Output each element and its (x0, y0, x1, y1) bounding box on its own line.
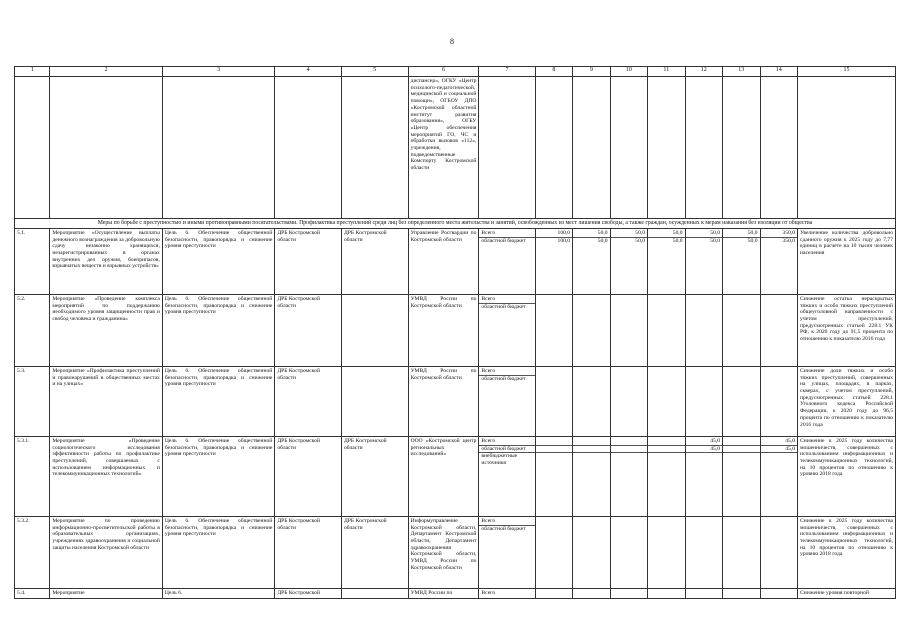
section-heading-row (15, 219, 896, 229)
amount-cell (648, 436, 685, 516)
amount-value (650, 438, 682, 445)
funding-source: Всего (481, 517, 496, 524)
amount-value: 100,0 (536, 237, 572, 245)
amount-cell (760, 588, 797, 598)
continuation-row (15, 77, 896, 219)
funding-source-cell (479, 228, 535, 294)
amount-value (723, 452, 759, 460)
expected-result: Снижение к 2025 году количества мошенничеств, совершенных с использованием информационных и телекоммуникационных технологий, на 10 процентов по отношению к уровню 2018 года (798, 436, 896, 516)
funding-source: Всего (481, 295, 496, 302)
executor-cell: УМВД России по (408, 588, 479, 598)
amount-cell (648, 366, 685, 436)
table-row (15, 366, 896, 436)
amount-cell (648, 228, 685, 294)
amount-cell (610, 516, 647, 588)
amount-cell (760, 294, 797, 366)
customer-cell: ДРБ Костромской области (341, 228, 408, 294)
amount-cell (760, 516, 797, 588)
goal-cell: Цель 6. Обеспечение общественной безопасности, правопорядка и снижение уровня преступности (162, 228, 274, 294)
amount-value (575, 438, 607, 445)
activity-name: Мероприятие «Проведение социологического исследования эффективности работы по профилактике преступлений, совершаемых с использованием информационных и телекоммуникационных технологий» (50, 436, 162, 516)
amount-cell (535, 516, 572, 588)
amount-cell (610, 294, 647, 366)
funding-source: областной бюджет (479, 237, 534, 245)
expected-result: Увеличение количества добровольно сданного оружия к 2025 году до 7,77 единиц в расчете на 10 тысяч человек населения (798, 228, 896, 294)
coordinator-cell: ДРБ Костромской области (275, 516, 342, 588)
activity-name: Мероприятие «Проведение комплекса мероприятий по поддержанию необходимого уровня защищенности прав и свобод человека и гражданина» (50, 294, 162, 366)
amount-value (761, 452, 797, 460)
executor-cell: Управление Росгвардии по Костромской области (408, 228, 479, 294)
page-number: 8 (450, 37, 454, 46)
row-number: 5.3. (15, 366, 50, 436)
amount-cell (723, 516, 760, 588)
customer-cell: ДРБ Костромской области (341, 516, 408, 588)
section-heading: Меры по борьбе с преступностью и иными противоправными посягательствами. Профилактика преступлений среди лиц без определенного места жительства и занятий, освобожденных из мест лишения свободы, а также граждан, осужденных к мерам наказания без изоляции от общества (15, 219, 896, 229)
table-row (15, 228, 896, 294)
amount-value: 50,0 (710, 229, 721, 236)
amount-cell (760, 436, 797, 516)
table-row (15, 436, 896, 516)
amount-cell (610, 366, 647, 436)
funding-source-cell (479, 436, 535, 516)
amount-cell (535, 228, 572, 294)
row-number: 5.3.2. (15, 516, 50, 588)
amount-value: 100,0 (557, 229, 571, 236)
table-row (15, 516, 896, 588)
coordinator-cell: ДРБ Костромской области (275, 436, 342, 516)
row-number: 5.2. (15, 294, 50, 366)
amount-cell (648, 294, 685, 366)
executor-cell: диспансер», ОГКУ «Центр психолого-педагогической, медицинской и социальной помощи», ОГБОУ ДПО «Костромской областной институт развития образования», ОГБУ «Центр обеспечения мероприятий ГО, ЧС и обработки вызовов «112», учреждения, подведомственные Комспорту Костромской области (408, 77, 479, 219)
coordinator-cell: ДРБ Костромской области (275, 366, 342, 436)
customer-cell: ДРБ Костромской области (341, 436, 408, 516)
activity-name: Мероприятие (50, 588, 162, 598)
amount-value (573, 445, 609, 453)
amount-cell (685, 294, 722, 366)
goal-cell: Цель 6. Обеспечение общественной безопасности, правопорядка и снижение уровня преступности (162, 436, 274, 516)
col-header: 11 (648, 67, 685, 77)
amount-cell (723, 228, 760, 294)
table-row (15, 588, 896, 598)
activity-name: Мероприятие «Осуществление выплаты денежного вознаграждения за добровольную сдачу незаконно хранящихся, незарегистрированных в органах внутренних дел оружия, боеприпасов, взрывчатых веществ и взрывных устройств» (50, 228, 162, 294)
amount-cell (610, 436, 647, 516)
amount-value: 50,0 (672, 229, 683, 236)
amount-cell (573, 228, 610, 294)
customer-cell (341, 366, 408, 436)
col-header: 6 (408, 67, 479, 77)
col-header: 13 (723, 67, 760, 77)
amount-cell (535, 366, 572, 436)
amount-value (611, 445, 647, 453)
amount-value: 350,0 (761, 237, 797, 245)
coordinator-cell: ДРБ Костромской (275, 588, 342, 598)
amount-cell (685, 436, 722, 516)
amount-cell (685, 516, 722, 588)
funding-source: Всего (481, 229, 496, 236)
amount-cell (723, 588, 760, 598)
col-header: 8 (535, 67, 572, 77)
amount-cell (723, 366, 760, 436)
amount-cell (573, 436, 610, 516)
col-header: 15 (798, 67, 896, 77)
col-header: 4 (275, 67, 342, 77)
col-header: 9 (573, 67, 610, 77)
amount-cell (535, 588, 572, 598)
amount-cell (535, 436, 572, 516)
funding-source-cell (479, 294, 535, 366)
table-row (15, 294, 896, 366)
column-number-row (15, 67, 896, 77)
amount-value: 50,0 (686, 237, 722, 245)
col-header: 12 (685, 67, 722, 77)
amount-cell (685, 366, 722, 436)
executor-cell: УМВД России по Костромской области (408, 366, 479, 436)
amount-cell (723, 436, 760, 516)
amount-cell (573, 516, 610, 588)
col-header: 10 (610, 67, 647, 77)
amount-value (611, 452, 647, 460)
col-header: 14 (760, 67, 797, 77)
amount-cell (760, 228, 797, 294)
funding-source: Всего (481, 589, 496, 596)
expected-result: Снижение к 2025 году количества мошенничеств, совершенных с использованием информационных и телекоммуникационных технологий, на 10 процентов по отношению к уровню 2018 года (798, 516, 896, 588)
amount-value: 45,0 (785, 437, 796, 444)
amount-cell (760, 366, 797, 436)
goal-cell: Цель 6. Обеспечение общественной безопасности, правопорядка и снижение уровня преступности (162, 294, 274, 366)
amount-value: 45,0 (686, 445, 722, 453)
executor-cell: УМВД России по Костромской области (408, 294, 479, 366)
goal-cell: Цель 6. Обеспечение общественной безопасности, правопорядка и снижение уровня преступности (162, 516, 274, 588)
row-number: 5.3.1. (15, 436, 50, 516)
amount-cell (685, 228, 722, 294)
col-header: 7 (479, 67, 535, 77)
funding-source: внебюджетные источники (479, 452, 534, 466)
amount-cell (723, 294, 760, 366)
row-number: 5.4. (15, 588, 50, 598)
amount-value: 45,0 (761, 445, 797, 453)
amount-value (538, 438, 570, 445)
expected-result: Снижение остатка нераскрытых тяжких и особо тяжких преступлений общеуголовной направленности с учетом преступлений, предусмотренных статьей 228.1 УК РФ, к 2020 году до 91,5 процента по отношению к показателю 2016 года (798, 294, 896, 366)
amount-cell (573, 366, 610, 436)
amount-value: 50,0 (611, 237, 647, 245)
funding-source: областной бюджет (479, 445, 534, 453)
amount-value (725, 438, 757, 445)
executor-cell: ООО «Костромской центр региональных исследований» (408, 436, 479, 516)
amount-value: 50,0 (648, 237, 684, 245)
amount-value (648, 452, 684, 460)
amount-value: 45,0 (710, 437, 721, 444)
coordinator-cell: ДРБ Костромской области (275, 294, 342, 366)
row-number: 5.1. (15, 228, 50, 294)
customer-cell (341, 588, 408, 598)
amount-cell (648, 516, 685, 588)
program-table (14, 66, 896, 599)
amount-value: 50,0 (635, 229, 646, 236)
funding-source: Всего (481, 367, 496, 374)
amount-value (648, 445, 684, 453)
amount-value (536, 445, 572, 453)
funding-source: областной бюджет (479, 303, 534, 311)
expected-result: Снижение уровня повторной (798, 588, 896, 598)
amount-value (536, 452, 572, 460)
amount-cell (610, 588, 647, 598)
coordinator-cell: ДРБ Костромской области (275, 228, 342, 294)
amount-value: 50,0 (597, 229, 608, 236)
amount-cell (573, 294, 610, 366)
funding-source-cell (479, 516, 535, 588)
col-header: 3 (162, 67, 274, 77)
amount-cell (648, 588, 685, 598)
amount-value (573, 452, 609, 460)
activity-name: Мероприятие по проведению информационно-просветительской работы в образовательных организациях, учреждениях здравоохранения и социальной защиты населения Костромской области (50, 516, 162, 588)
amount-value: 350,0 (782, 229, 796, 236)
amount-value: 50,0 (747, 229, 758, 236)
amount-cell (610, 228, 647, 294)
amount-cell (535, 294, 572, 366)
goal-cell: Цель 6. (162, 588, 274, 598)
funding-source: Всего (481, 437, 496, 444)
col-header: 1 (15, 67, 50, 77)
amount-cell (685, 588, 722, 598)
activity-name: Мероприятие «Профилактика преступлений и правонарушений в общественных местах и на улицах» (50, 366, 162, 436)
amount-cell (573, 588, 610, 598)
customer-cell (341, 294, 408, 366)
amount-value: 50,0 (573, 237, 609, 245)
funding-source-cell (479, 588, 535, 598)
amount-value (686, 452, 722, 460)
executor-cell: Информуправление Костромской области, Департамент Костромской области, Департамент здравоохранения Костромской области, УМВД России по Костромской области (408, 516, 479, 588)
expected-result: Снижение доли тяжких и особо тяжких преступлений, совершенных на улицах, площадях, в парках, скверах, с учетом преступлений, предусмотренных статьей 228.1 Уголовного кодекса Российской Федерации, к 2020 году до 96,5 процента по отношению к показателю 2016 года (798, 366, 896, 436)
funding-source: областной бюджет (479, 375, 534, 383)
amount-value (723, 445, 759, 453)
funding-source-cell (479, 366, 535, 436)
goal-cell: Цель 6. Обеспечение общественной безопасности, правопорядка и снижение уровня преступности (162, 366, 274, 436)
funding-source: областной бюджет (479, 525, 534, 533)
amount-value: 50,0 (723, 237, 759, 245)
col-header: 2 (50, 67, 162, 77)
col-header: 5 (341, 67, 408, 77)
amount-value (613, 438, 645, 445)
